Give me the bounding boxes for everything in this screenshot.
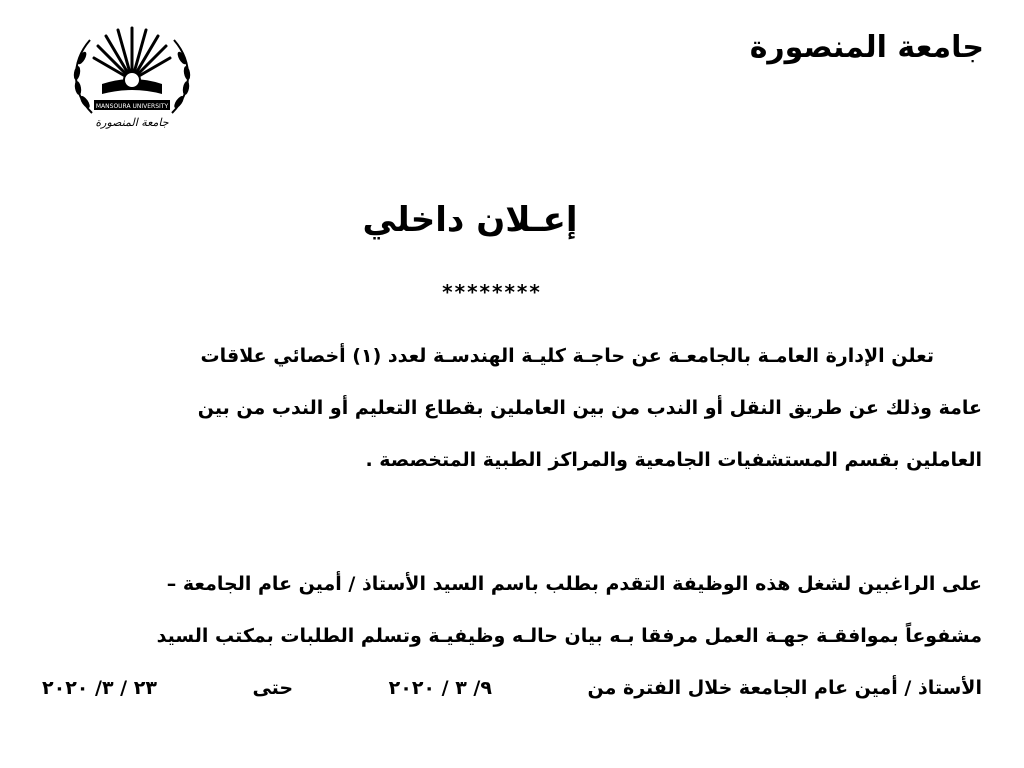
paragraph-2-date-line [42, 662, 982, 714]
announcement-paragraph-1 [42, 330, 982, 486]
asterisk-separator: ******** [442, 280, 542, 304]
logo-arabic-text: جامعة المنصورة [95, 116, 169, 129]
paragraph-1-line-2: عامة وذلك عن طريق النقل أو الندب من بين العاملين بقطاع التعليم أو الندب من بين [197, 397, 982, 419]
date-to: ٢٣ / ٣/ ٢٠٢٠ [42, 677, 157, 699]
paragraph-1-line-3: العاملين بقسم المستشفيات الجامعية والمراكز الطبية المتخصصة . [365, 449, 982, 471]
announcement-title: إعـلان داخلي [362, 200, 578, 240]
logo-english-text: MANSOURA UNIVERSITY [95, 103, 169, 110]
date-from: ٩/ ٣ / ٢٠٢٠ [388, 677, 492, 699]
paragraph-2-line-2: مشفوعاً بموافقـة جهـة العمل مرفقا بـه بيان حالـه وظيفيـة وتسلم الطلبات بمكتب السيد [156, 625, 982, 647]
university-name: جامعة المنصورة [749, 30, 984, 65]
until-word: حتى [252, 677, 294, 699]
university-logo [62, 18, 202, 138]
paragraph-1-line-1: تعلن الإدارة العامـة بالجامعـة عن حاجـة كليـة الهندسـة لعدد (١) أخصائي علاقات [200, 345, 934, 367]
paragraph-2-line-1: على الراغبين لشغل هذه الوظيفة التقدم بطلب باسم السيد الأستاذ / أمين عام الجامعة – [166, 573, 982, 595]
period-text: الأستاذ / أمين عام الجامعة خلال الفترة من [587, 677, 982, 699]
announcement-paragraph-2 [42, 558, 982, 714]
